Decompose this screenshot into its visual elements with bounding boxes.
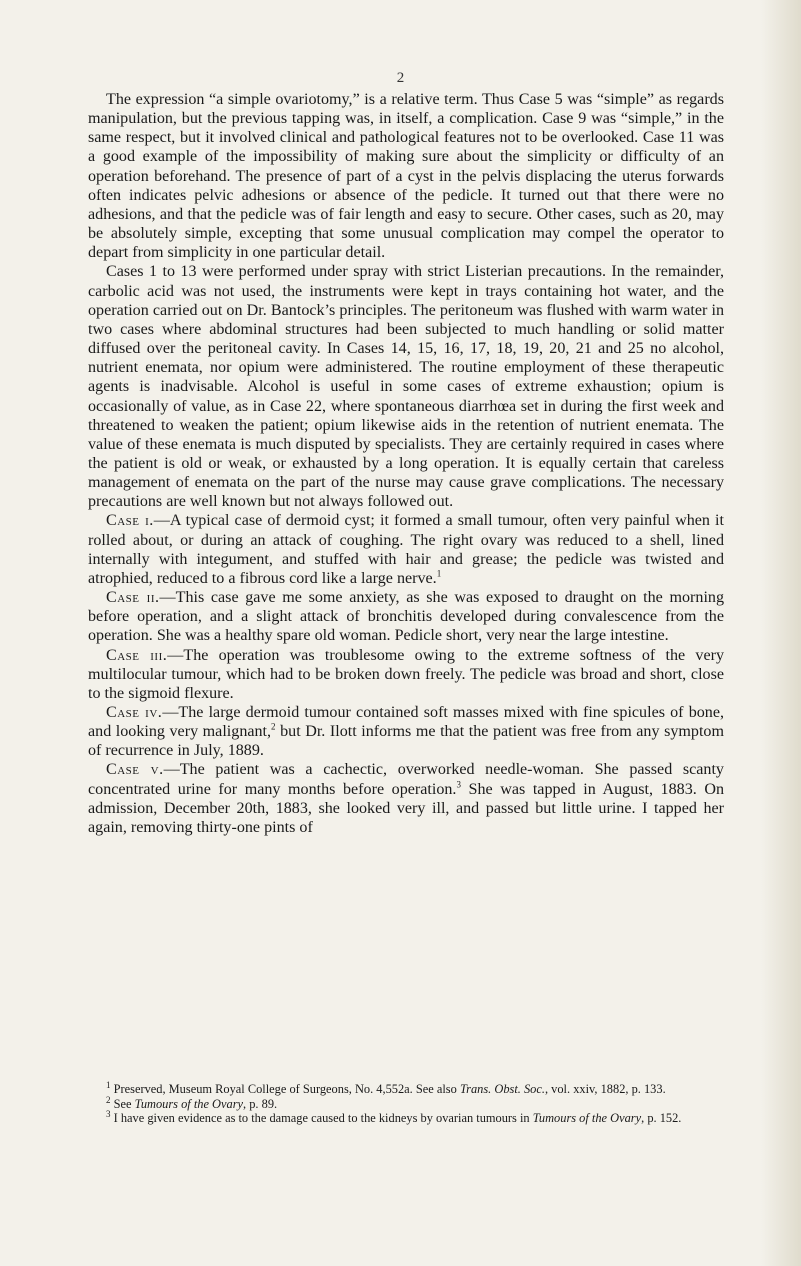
footnote-3-mark: 3 bbox=[106, 1109, 111, 1120]
case-4-paragraph bbox=[88, 703, 724, 760]
footnote-1-text-end: , vol. xxiv, 1882, p. 133. bbox=[544, 1082, 666, 1096]
footnote-1-mark: 1 bbox=[106, 1079, 111, 1090]
footnote-3-title: Tumours of the Ovary bbox=[532, 1111, 642, 1126]
footnote-2-text: See bbox=[113, 1096, 135, 1111]
case-5-text-continued: She was tapped in August, 1883. On admission, December 20th, 1883, she looked very ill, and passed but little urine. I tapped her again, removing thirty-one pints of bbox=[88, 780, 725, 836]
case-3-text: —The operation was troublesome owing to the extreme softness of the very multilocular tumour, which had to be broken down freely. The pedicle was broad and short, close to the sigmoid flexure. bbox=[88, 646, 724, 702]
case-3-paragraph bbox=[88, 646, 724, 703]
page-number: 2 bbox=[396, 70, 405, 86]
footnote-3 bbox=[88, 1111, 724, 1126]
footnote-ref-3[interactable]: 3 bbox=[456, 779, 461, 790]
body-text bbox=[88, 90, 724, 837]
footnote-2-title: Tumours of the Ovary bbox=[134, 1096, 244, 1111]
footnotes bbox=[88, 1079, 724, 1126]
footnote-3-text: I have given evidence as to the damage caused to the kidneys by ovarian tumours in bbox=[113, 1111, 533, 1126]
case-2-label: Case ii. bbox=[106, 589, 160, 607]
case-2-paragraph bbox=[88, 588, 724, 645]
footnote-ref-2[interactable]: 2 bbox=[271, 721, 276, 732]
footnote-1-text: Preserved, Museum Royal College of Surgeons, No. 4,552a. See also bbox=[113, 1082, 460, 1096]
case-1-label: Case i. bbox=[106, 512, 154, 530]
case-5-paragraph bbox=[88, 760, 724, 837]
case-2-text: —This case gave me some anxiety, as she was exposed to draught on the morning before operation, and a slight attack of bronchitis developed during convalescence from the operation. She was a healthy spare old woman. Pedicle short, very near the large intestine. bbox=[88, 589, 725, 645]
case-3-label: Case iii. bbox=[106, 646, 168, 664]
page-edge-shadow bbox=[761, 0, 801, 1266]
case-5-text: —The patient was a cachectic, overworked needle-woman. She passed scanty concentrated urine for many months before operation. bbox=[88, 761, 724, 798]
paragraph-simple-ovariotomy: The expression “a simple ovariotomy,” is a relative term. Thus Case 5 was “simple” as regards manipulation, but the previous tapping was, in itself, a complication. Case 9 was “simple,” in the same respect, but it involved clinical and pathological features not to be overlooked. Case 11 was a good example of the impossibility of making sure about the simplicity or difficulty of an operation beforehand. The presence of part of a cyst in the pelvis displacing the uterus forwards often indicates pelvic adhesions or absence of the pedicle. It turned out that there were no adhesions, and that the pedicle was of fair length and easy to secure. Other cases, such as 20, may be absolutely simple, excepting that some unusual complication may compel the operator to depart from simplicity in one particular detail. bbox=[88, 91, 724, 262]
case-5-label: Case v. bbox=[106, 761, 164, 779]
case-4-text-continued: but Dr. Ilott informs me that the patient was free from any symptom of recurrence in July, 1889. bbox=[88, 723, 724, 760]
paragraph-listerian-precautions: Cases 1 to 13 were performed under spray with strict Listerian precautions. In the remainder, carbolic acid was not used, the instruments were kept in trays containing hot water, and the operation carried out on Dr. Bantock’s principles. The peritoneum was flushed with warm water in two cases where abdominal structures had been subjected to much handling or solid matter diffused over the peritoneal cavity. In Cases 14, 15, 16, 17, 18, 19, 20, 21 and 25 no alcohol, nutrient enemata, nor opium were administered. The routine employment of these therapeutic agents is inadvisable. Alcohol is useful in some cases of extreme exhaustion; opium is occasionally of value, as in Case 22, where spontaneous diarrhœa set in during the first week and threatened to weaken the patient; opium likewise aids in the retention of nutrient enemata. The value of these enemata is much disputed by specialists. They are certainly required in cases where the patient is old or weak, or exhausted by a long operation. It is equally certain that careless management of enemata on the part of the nurse may cause grave complications. The necessary precautions are well known but not always followed out. bbox=[88, 263, 724, 511]
footnote-2-mark: 2 bbox=[106, 1094, 111, 1105]
footnote-ref-1[interactable]: 1 bbox=[436, 568, 442, 579]
case-4-label: Case iv. bbox=[106, 704, 163, 721]
case-4-text: —The large dermoid tumour contained soft masses mixed with fine spicules of bone, and looking very malignant, bbox=[88, 704, 725, 741]
case-1-paragraph bbox=[88, 511, 724, 588]
footnote-3-text-end: , p. 152. bbox=[641, 1111, 682, 1126]
footnote-1 bbox=[88, 1079, 724, 1097]
footnote-1-title: Trans. Obst. Soc. bbox=[459, 1082, 545, 1096]
case-1-text: —A typical case of dermoid cyst; it formed a small tumour, often very painful when it rolled about, or during an attack of coughing. The right ovary was reduced to a shell, lined internally with integument, and stuffed with hair and grease; the pedicle was twisted and atrophied, reduced to a fibrous cord like a large nerve. bbox=[88, 512, 724, 587]
footnote-2 bbox=[88, 1094, 724, 1112]
footnote-2-text-end: , p. 89. bbox=[243, 1096, 278, 1111]
